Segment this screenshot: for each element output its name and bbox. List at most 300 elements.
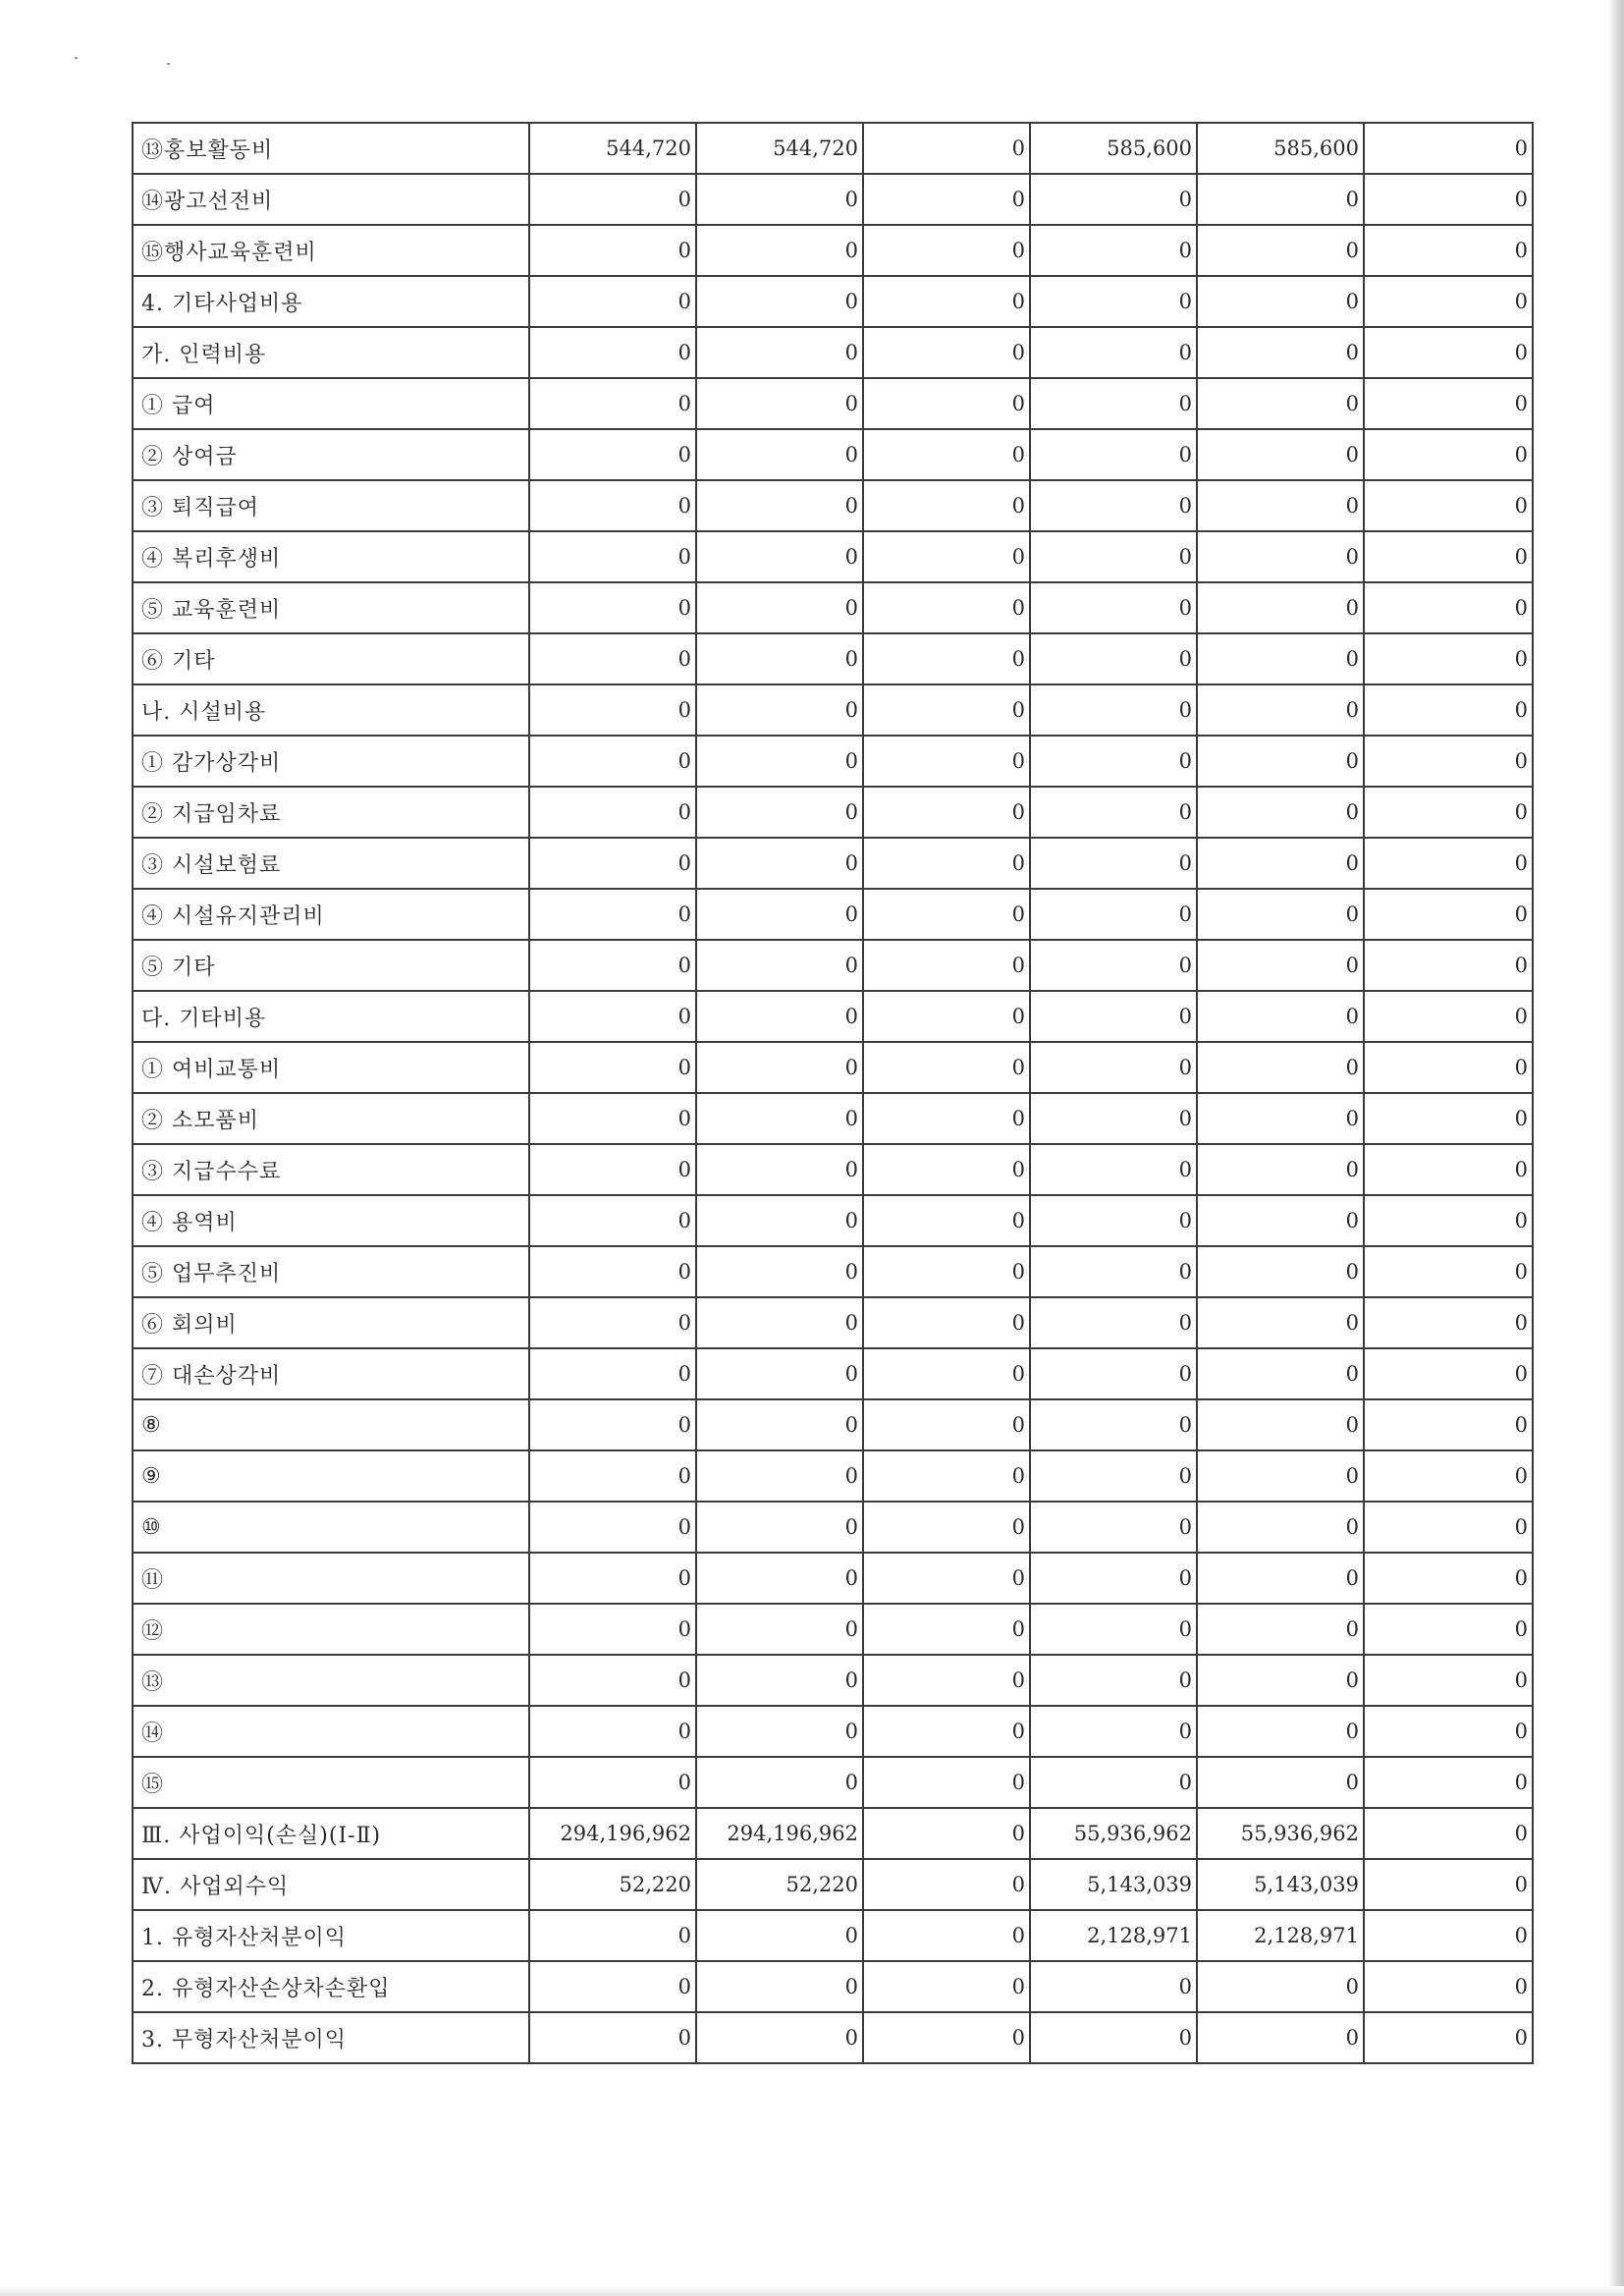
amount-cell: 0: [1364, 1859, 1533, 1910]
amount-cell: 0: [696, 1655, 863, 1706]
amount-cell: 0: [1197, 1655, 1364, 1706]
amount-cell: 0: [1197, 1246, 1364, 1297]
amount-cell: 0: [529, 531, 696, 582]
table-row: [133, 1808, 1533, 1859]
row-label: ⑤ 기타: [133, 940, 529, 991]
row-label: ⑦ 대손상각비: [133, 1348, 529, 1399]
row-label: ⑫: [133, 1604, 529, 1655]
amount-cell: 0: [1364, 736, 1533, 787]
amount-cell: 0: [863, 1246, 1030, 1297]
row-label: ⑮행사교육훈련비: [133, 225, 529, 276]
amount-cell: 0: [1197, 1706, 1364, 1757]
row-label: ④ 시설유지관리비: [133, 889, 529, 940]
amount-cell: 0: [863, 1042, 1030, 1093]
amount-cell: 0: [1197, 1757, 1364, 1808]
amount-cell: 0: [696, 480, 863, 531]
amount-cell: 0: [863, 225, 1030, 276]
row-label: 3. 무형자산처분이익: [133, 2012, 529, 2063]
row-label: ⑤ 교육훈련비: [133, 582, 529, 633]
amount-cell: 0: [529, 889, 696, 940]
row-label: ② 상여금: [133, 429, 529, 480]
amount-cell: 0: [696, 736, 863, 787]
amount-cell: 0: [529, 838, 696, 889]
amount-cell: 0: [696, 684, 863, 736]
amount-cell: 0: [1364, 1246, 1533, 1297]
row-label: ③ 지급수수료: [133, 1144, 529, 1195]
amount-cell: 0: [863, 1348, 1030, 1399]
amount-cell: 0: [529, 582, 696, 633]
amount-cell: 0: [529, 1297, 696, 1348]
row-label: ⑤ 업무추진비: [133, 1246, 529, 1297]
amount-cell: 0: [1197, 276, 1364, 327]
amount-cell: 0: [696, 1195, 863, 1246]
amount-cell: 0: [1364, 327, 1533, 378]
table-row: [133, 1093, 1533, 1144]
amount-cell: 0: [529, 327, 696, 378]
amount-cell: 0: [1030, 378, 1197, 429]
amount-cell: 0: [696, 1093, 863, 1144]
table-row: [133, 123, 1533, 174]
amount-cell: 0: [1197, 1297, 1364, 1348]
amount-cell: 0: [863, 1604, 1030, 1655]
financial-statement-table: [132, 122, 1534, 2064]
amount-cell: 0: [1197, 889, 1364, 940]
amount-cell: 0: [1364, 1042, 1533, 1093]
amount-cell: 0: [1364, 1297, 1533, 1348]
amount-cell: 0: [863, 1297, 1030, 1348]
amount-cell: 0: [1197, 736, 1364, 787]
row-label: ⑨: [133, 1450, 529, 1502]
amount-cell: 0: [1364, 1348, 1533, 1399]
amount-cell: 0: [863, 1195, 1030, 1246]
amount-cell: 0: [863, 276, 1030, 327]
amount-cell: 0: [529, 225, 696, 276]
table-row: [133, 1246, 1533, 1297]
amount-cell: 0: [1364, 531, 1533, 582]
amount-cell: 0: [863, 174, 1030, 225]
table-row: [133, 276, 1533, 327]
amount-cell: 585,600: [1197, 123, 1364, 174]
table-row: [133, 1450, 1533, 1502]
amount-cell: 0: [863, 1757, 1030, 1808]
amount-cell: 0: [696, 531, 863, 582]
amount-cell: 0: [696, 582, 863, 633]
amount-cell: 0: [1364, 378, 1533, 429]
amount-cell: 0: [696, 1348, 863, 1399]
amount-cell: 0: [696, 1604, 863, 1655]
amount-cell: 0: [1364, 174, 1533, 225]
row-label: ④ 복리후생비: [133, 531, 529, 582]
amount-cell: 0: [696, 1961, 863, 2012]
amount-cell: 0: [696, 1910, 863, 1961]
amount-cell: 0: [1030, 1450, 1197, 1502]
table-row: [133, 787, 1533, 838]
amount-cell: 0: [1197, 1961, 1364, 2012]
amount-cell: 0: [1197, 531, 1364, 582]
table-row: [133, 429, 1533, 480]
amount-cell: 0: [1197, 1348, 1364, 1399]
table-row: [133, 174, 1533, 225]
table-row: [133, 1042, 1533, 1093]
scan-bottom-shadow: [0, 2286, 1624, 2296]
amount-cell: 0: [529, 1093, 696, 1144]
row-label: Ⅲ. 사업이익(손실)(Ⅰ-Ⅱ): [133, 1808, 529, 1859]
row-label: ③ 시설보험료: [133, 838, 529, 889]
amount-cell: 0: [1197, 1042, 1364, 1093]
amount-cell: 0: [1364, 1450, 1533, 1502]
table-row: [133, 480, 1533, 531]
amount-cell: 0: [696, 378, 863, 429]
amount-cell: 0: [1197, 684, 1364, 736]
row-label: ⑬: [133, 1655, 529, 1706]
amount-cell: 0: [1030, 1553, 1197, 1604]
amount-cell: 0: [1030, 327, 1197, 378]
amount-cell: 0: [1364, 1502, 1533, 1553]
amount-cell: 0: [696, 276, 863, 327]
row-label: 2. 유형자산손상차손환입: [133, 1961, 529, 2012]
amount-cell: 0: [1030, 531, 1197, 582]
row-label: ① 감가상각비: [133, 736, 529, 787]
amount-cell: 0: [863, 1859, 1030, 1910]
table-row: [133, 1195, 1533, 1246]
amount-cell: 0: [1030, 889, 1197, 940]
amount-cell: 0: [1030, 1757, 1197, 1808]
amount-cell: 0: [1197, 378, 1364, 429]
table-row: [133, 633, 1533, 684]
amount-cell: 0: [1364, 429, 1533, 480]
amount-cell: 0: [863, 1399, 1030, 1450]
table-row: [133, 1604, 1533, 1655]
amount-cell: 0: [1197, 1604, 1364, 1655]
amount-cell: 0: [696, 1297, 863, 1348]
table-row: [133, 940, 1533, 991]
row-label: ② 지급임차료: [133, 787, 529, 838]
amount-cell: 0: [863, 838, 1030, 889]
amount-cell: 5,143,039: [1197, 1859, 1364, 1910]
amount-cell: 294,196,962: [529, 1808, 696, 1859]
amount-cell: 544,720: [529, 123, 696, 174]
row-label: ② 소모품비: [133, 1093, 529, 1144]
row-label: 1. 유형자산처분이익: [133, 1910, 529, 1961]
table-row: [133, 736, 1533, 787]
amount-cell: 0: [529, 1042, 696, 1093]
amount-cell: 0: [863, 378, 1030, 429]
amount-cell: 0: [696, 2012, 863, 2063]
amount-cell: 0: [1030, 940, 1197, 991]
row-label: ① 급여: [133, 378, 529, 429]
amount-cell: 0: [1197, 838, 1364, 889]
amount-cell: 0: [1364, 1706, 1533, 1757]
amount-cell: 0: [863, 787, 1030, 838]
row-label: 다. 기타비용: [133, 991, 529, 1042]
amount-cell: 0: [1030, 1042, 1197, 1093]
amount-cell: 0: [863, 889, 1030, 940]
amount-cell: 0: [529, 1348, 696, 1399]
amount-cell: 0: [863, 940, 1030, 991]
table-row: [133, 1706, 1533, 1757]
amount-cell: 0: [696, 1706, 863, 1757]
amount-cell: 0: [1364, 480, 1533, 531]
amount-cell: 0: [1197, 480, 1364, 531]
amount-cell: 0: [863, 1450, 1030, 1502]
amount-cell: 0: [1197, 1093, 1364, 1144]
amount-cell: 0: [1197, 2012, 1364, 2063]
amount-cell: 0: [1197, 991, 1364, 1042]
table-body: [133, 123, 1533, 2063]
amount-cell: 0: [1364, 1144, 1533, 1195]
amount-cell: 0: [696, 940, 863, 991]
amount-cell: 0: [1030, 1093, 1197, 1144]
table-row: [133, 1297, 1533, 1348]
amount-cell: 0: [863, 1961, 1030, 2012]
amount-cell: 0: [529, 480, 696, 531]
amount-cell: 0: [529, 429, 696, 480]
amount-cell: 0: [1030, 2012, 1197, 2063]
amount-cell: 0: [1030, 429, 1197, 480]
row-label: Ⅳ. 사업외수익: [133, 1859, 529, 1910]
amount-cell: 0: [529, 276, 696, 327]
amount-cell: 0: [529, 787, 696, 838]
amount-cell: 0: [529, 1502, 696, 1553]
amount-cell: 0: [1364, 838, 1533, 889]
amount-cell: 0: [1030, 1655, 1197, 1706]
table-row: [133, 1757, 1533, 1808]
amount-cell: 0: [1364, 2012, 1533, 2063]
amount-cell: 0: [696, 838, 863, 889]
amount-cell: 0: [863, 2012, 1030, 2063]
table-row: [133, 225, 1533, 276]
amount-cell: 0: [1197, 582, 1364, 633]
amount-cell: 0: [696, 327, 863, 378]
table-row: [133, 991, 1533, 1042]
amount-cell: 0: [696, 1246, 863, 1297]
amount-cell: 0: [1197, 1450, 1364, 1502]
amount-cell: 0: [863, 429, 1030, 480]
amount-cell: 0: [529, 736, 696, 787]
amount-cell: 0: [1030, 276, 1197, 327]
amount-cell: 294,196,962: [696, 1808, 863, 1859]
amount-cell: 0: [529, 1604, 696, 1655]
amount-cell: 0: [1364, 1808, 1533, 1859]
table-row: [133, 1502, 1533, 1553]
amount-cell: 0: [863, 991, 1030, 1042]
row-label: ⑪: [133, 1553, 529, 1604]
amount-cell: 0: [1030, 787, 1197, 838]
amount-cell: 0: [1030, 1348, 1197, 1399]
amount-cell: 0: [1030, 633, 1197, 684]
amount-cell: 0: [1197, 174, 1364, 225]
row-label: ⑥ 기타: [133, 633, 529, 684]
amount-cell: 0: [1197, 787, 1364, 838]
amount-cell: 0: [1030, 1399, 1197, 1450]
amount-cell: 0: [1030, 684, 1197, 736]
amount-cell: 0: [696, 1450, 863, 1502]
amount-cell: 0: [529, 1961, 696, 2012]
amount-cell: 0: [863, 1706, 1030, 1757]
amount-cell: 0: [863, 633, 1030, 684]
row-label: ⑩: [133, 1502, 529, 1553]
row-label: 가. 인력비용: [133, 327, 529, 378]
amount-cell: 0: [1030, 225, 1197, 276]
amount-cell: 0: [863, 1910, 1030, 1961]
amount-cell: 0: [1197, 633, 1364, 684]
amount-cell: 0: [1364, 684, 1533, 736]
table-row: [133, 2012, 1533, 2063]
amount-cell: 0: [1197, 225, 1364, 276]
amount-cell: 0: [1364, 1399, 1533, 1450]
amount-cell: 0: [1030, 174, 1197, 225]
amount-cell: 0: [1197, 1144, 1364, 1195]
amount-cell: 2,128,971: [1030, 1910, 1197, 1961]
row-label: ④ 용역비: [133, 1195, 529, 1246]
amount-cell: 0: [1030, 1604, 1197, 1655]
amount-cell: 0: [1364, 1757, 1533, 1808]
amount-cell: 0: [1197, 1553, 1364, 1604]
amount-cell: 0: [863, 480, 1030, 531]
amount-cell: 0: [529, 1706, 696, 1757]
amount-cell: 0: [696, 1399, 863, 1450]
amount-cell: 0: [696, 1553, 863, 1604]
amount-cell: 0: [1197, 429, 1364, 480]
row-label: ③ 퇴직급여: [133, 480, 529, 531]
table-row: [133, 1348, 1533, 1399]
amount-cell: 0: [529, 1910, 696, 1961]
amount-cell: 0: [529, 2012, 696, 2063]
scan-speck: [75, 57, 78, 59]
amount-cell: 0: [529, 1246, 696, 1297]
row-label: 4. 기타사업비용: [133, 276, 529, 327]
amount-cell: 0: [696, 1042, 863, 1093]
amount-cell: 0: [1197, 1399, 1364, 1450]
amount-cell: 0: [1197, 1502, 1364, 1553]
row-label: ⑭광고선전비: [133, 174, 529, 225]
table-row: [133, 838, 1533, 889]
amount-cell: 2,128,971: [1197, 1910, 1364, 1961]
row-label: ⑧: [133, 1399, 529, 1450]
amount-cell: 0: [1364, 787, 1533, 838]
amount-cell: 0: [529, 1655, 696, 1706]
amount-cell: 0: [1030, 1144, 1197, 1195]
amount-cell: 0: [863, 1502, 1030, 1553]
amount-cell: 0: [863, 1093, 1030, 1144]
table-row: [133, 582, 1533, 633]
amount-cell: 0: [529, 1450, 696, 1502]
amount-cell: 0: [696, 889, 863, 940]
table-row: [133, 1399, 1533, 1450]
amount-cell: 0: [1197, 940, 1364, 991]
amount-cell: 0: [529, 684, 696, 736]
amount-cell: 0: [529, 174, 696, 225]
amount-cell: 0: [1364, 991, 1533, 1042]
amount-cell: 0: [863, 1553, 1030, 1604]
amount-cell: 0: [529, 1399, 696, 1450]
amount-cell: 0: [696, 174, 863, 225]
amount-cell: 52,220: [696, 1859, 863, 1910]
amount-cell: 0: [1030, 1961, 1197, 2012]
table-row: [133, 1553, 1533, 1604]
amount-cell: 0: [1364, 1604, 1533, 1655]
amount-cell: 0: [1364, 1961, 1533, 2012]
amount-cell: 0: [1364, 940, 1533, 991]
amount-cell: 0: [863, 1655, 1030, 1706]
amount-cell: 0: [1364, 1553, 1533, 1604]
amount-cell: 0: [529, 378, 696, 429]
amount-cell: 0: [1030, 991, 1197, 1042]
amount-cell: 0: [863, 684, 1030, 736]
amount-cell: 0: [863, 736, 1030, 787]
amount-cell: 0: [1364, 582, 1533, 633]
amount-cell: 0: [863, 1144, 1030, 1195]
table-row: [133, 1144, 1533, 1195]
scan-speck: [167, 63, 170, 65]
amount-cell: 0: [529, 991, 696, 1042]
amount-cell: 0: [863, 327, 1030, 378]
amount-cell: 0: [1030, 838, 1197, 889]
amount-cell: 55,936,962: [1197, 1808, 1364, 1859]
row-label: ⑮: [133, 1757, 529, 1808]
amount-cell: 0: [1364, 276, 1533, 327]
amount-cell: 0: [1030, 1195, 1197, 1246]
amount-cell: 0: [1197, 327, 1364, 378]
amount-cell: 0: [1364, 1093, 1533, 1144]
amount-cell: 52,220: [529, 1859, 696, 1910]
amount-cell: 0: [1364, 225, 1533, 276]
amount-cell: 0: [863, 1808, 1030, 1859]
amount-cell: 0: [529, 1553, 696, 1604]
amount-cell: 0: [529, 633, 696, 684]
row-label: ⑬홍보활동비: [133, 123, 529, 174]
amount-cell: 0: [1364, 633, 1533, 684]
amount-cell: 0: [1030, 1246, 1197, 1297]
amount-cell: 0: [696, 633, 863, 684]
amount-cell: 0: [1197, 1195, 1364, 1246]
table-row: [133, 1655, 1533, 1706]
amount-cell: 0: [1030, 1297, 1197, 1348]
amount-cell: 0: [696, 429, 863, 480]
amount-cell: 0: [696, 1757, 863, 1808]
amount-cell: 0: [863, 582, 1030, 633]
table-row: [133, 327, 1533, 378]
amount-cell: 0: [696, 991, 863, 1042]
amount-cell: 0: [529, 940, 696, 991]
table-row: [133, 684, 1533, 736]
amount-cell: 0: [696, 225, 863, 276]
table-row: [133, 1961, 1533, 2012]
table-row: [133, 1910, 1533, 1961]
table-row: [133, 378, 1533, 429]
amount-cell: 0: [1364, 1655, 1533, 1706]
amount-cell: 0: [863, 123, 1030, 174]
amount-cell: 0: [1030, 480, 1197, 531]
table-row: [133, 531, 1533, 582]
row-label: 나. 시설비용: [133, 684, 529, 736]
amount-cell: 55,936,962: [1030, 1808, 1197, 1859]
amount-cell: 0: [696, 1502, 863, 1553]
scan-edge-shadow: [1608, 0, 1624, 2296]
amount-cell: 585,600: [1030, 123, 1197, 174]
row-label: ⑥ 회의비: [133, 1297, 529, 1348]
table-row: [133, 1859, 1533, 1910]
amount-cell: 5,143,039: [1030, 1859, 1197, 1910]
amount-cell: 0: [696, 787, 863, 838]
amount-cell: 0: [1030, 582, 1197, 633]
amount-cell: 0: [1030, 1502, 1197, 1553]
amount-cell: 0: [529, 1757, 696, 1808]
amount-cell: 0: [1030, 736, 1197, 787]
amount-cell: 0: [1364, 1910, 1533, 1961]
amount-cell: 0: [1030, 1706, 1197, 1757]
row-label: ⑭: [133, 1706, 529, 1757]
